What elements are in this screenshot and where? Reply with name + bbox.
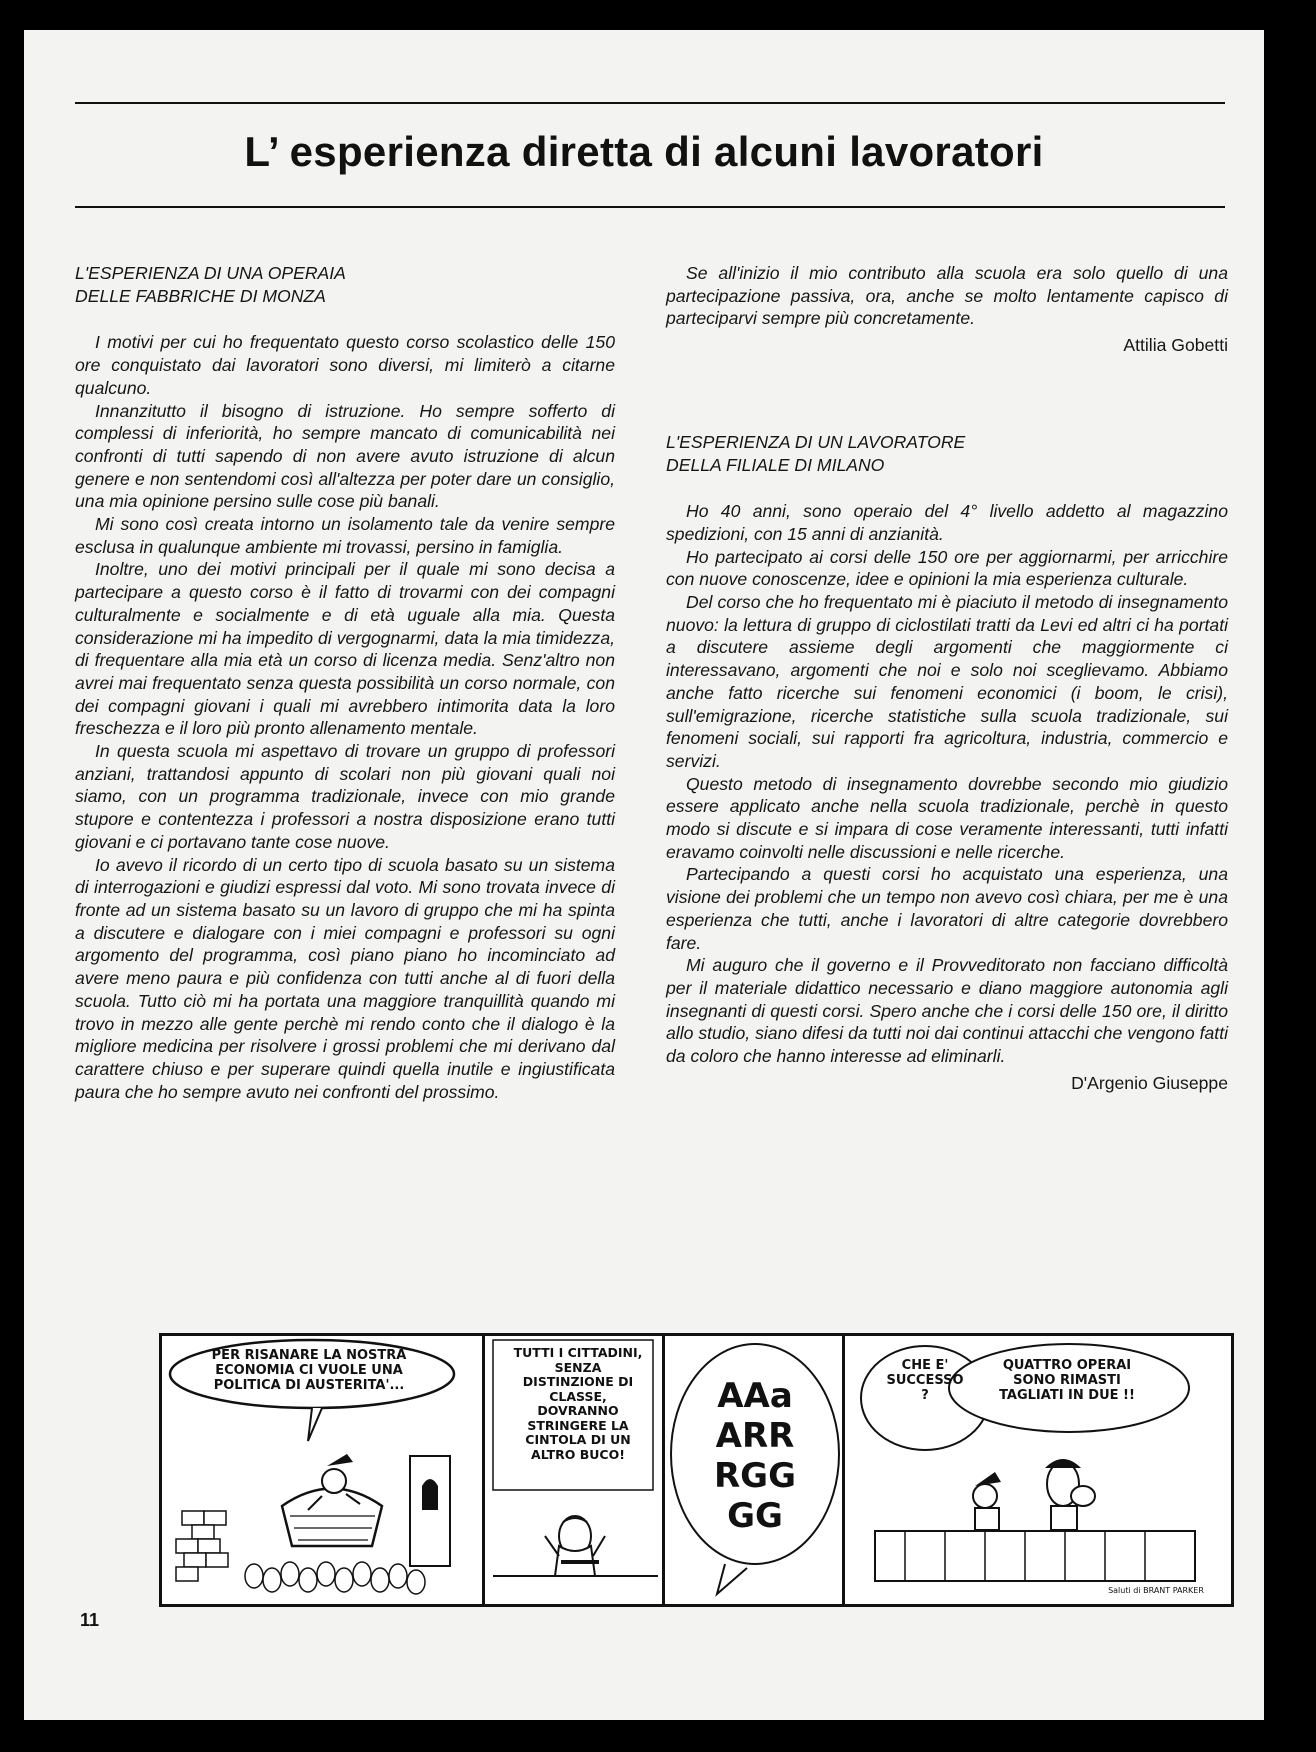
comic-panel-1 (159, 1333, 488, 1607)
right-paragraph: Questo metodo di insegnamento dovrebbe secondo mio giudizio essere applicato anche nella scuola tradizionale, perchè in questo modo si discute e si impara di cose veramente interessanti, tutti infatti eravamo coinvolti nelle discussioni e nelle ricerche. (666, 773, 1228, 862)
page-title: L’ esperienza diretta di alcuni lavoratori (244, 128, 1044, 175)
left-paragraph: Innanzitutto il bisogno di istruzione. Ho sempre sofferto di complessi di inferiorità, ho sempre mancato di comunicabilità nei confronti di tutti sapendo di non avere avuto istruzione di alcun genere e non sentendomi così all'altezza per poter dare un consiglio, una mia opinione persino sulle cose più banali. (75, 400, 615, 512)
right-heading-line1: L'ESPERIENZA DI UN LAVORATORE (666, 431, 966, 452)
left-paragraph: In questa scuola mi aspettavo di trovare un gruppo di professori anziani, trattandosi appunto di scolari non più giovani quali noi siamo, con un programma tradizionale, invece con mio grande stupore e contentezza i professori a nostra disposizione erano tutti giovani e ci portavano tante cose nuove. (75, 741, 615, 852)
right-paragraph: Del corso che ho frequentato mi è piaciuto il metodo di insegnamento nuovo: la lettura di gruppo di ciclostilati tratti da Levi ed altri ci ha portati a discutere assieme degli argomenti che maggiormente ci interessavano, argomenti che noi e solo noi sceglievamo. Abbiamo anche fatto ricerche sui fenomeni economici (i boom, le crisi), sull'emigrazione, ricerche statistiche sulla scuola tradizionale, sui fenomeni sociali, sui rapporti fra agricoltura, industria, commercio e servizi. (666, 592, 1228, 771)
article-left-column (75, 262, 615, 1103)
panel4-answer-text: QUATTRO OPERAI SONO RIMASTI TAGLIATI IN DUE !! (999, 1358, 1135, 1403)
top-rule (75, 102, 1225, 104)
left-heading-line2: DELLE FABBRICHE DI MONZA (75, 285, 326, 306)
right-intro-paragraph: Se all'inizio il mio contributo alla scuola era solo quello di una partecipazione passiva, ora, anche se molto lentamente capisco di parteciparvi sempre più concretamente. (666, 263, 1228, 329)
right-paragraph: Ho partecipato ai corsi delle 150 ore per aggiornarmi, per arricchire con nuove conoscenze, idee e opinioni la mia esperienza culturale. (666, 546, 1228, 590)
panel2-caption-text: TUTTI I CITTADINI, SENZA DISTINZIONE DI CLASSE, DOVRANNO STRINGERE LA CINTOLA DI UN ALTRO BUCO! (513, 1345, 643, 1462)
right-heading-line2: DELLA FILIALE DI MILANO (666, 454, 885, 475)
spacer (666, 476, 1228, 500)
left-paragraph: Mi sono così creata intorno un isolamento tale da venire sempre esclusa in qualunque ambiente mi trovassi, persino in famiglia. (75, 514, 615, 557)
comic-panel-2 (482, 1333, 668, 1607)
left-heading-line1: L'ESPERIENZA DI UNA OPERAIA (75, 263, 346, 283)
signature-gobetti: Attilia Gobetti (1123, 335, 1228, 356)
panel3-scream-text: AAa ARR RGG GG (714, 1376, 796, 1536)
panel1-balloon-text: PER RISANARE LA NOSTRA ECONOMIA CI VUOLE UNA POLITICA DI AUSTERITA'... (211, 1348, 407, 1393)
left-paragraph: Io avevo il ricordo di un certo tipo di scuola basato su un sistema di interrogazioni e giudizi espressi dal voto. Mi sono trovata invece di fronte ad un sistema basato su un lavoro di gruppo che mi ha spinta a discutere e dialogare con i miei compagni e professori su ogni argomento del programma, così piano piano ho incominciato ad avere meno paura e più confidenza con tutti anche al di fuori della scuola. Tutto ciò mi ha portata una maggiore tranquillità quando mi trovo in mezzo alle gente perchè mi rendo conto che il dialogo è la migliore medicina per risolvere i grossi problemi che mi derivano dal carattere chiuso e per superare quindi quella inutile e ingiustificata paura che ho sempre avuto nei confronti del prossimo. (75, 854, 615, 1102)
spacer (75, 307, 615, 331)
right-paragraph: Partecipando a questi corsi ho acquistato una esperienza, una visione dei problemi che un tempo non avevo così chiara, per me è una esperienza che tutti, anche i lavoratori di altre categorie dovrebbero fare. (666, 864, 1228, 953)
title-underline (75, 206, 1225, 208)
comic-panel-4 (842, 1333, 1234, 1607)
article-right-column (666, 262, 1228, 1095)
left-paragraph: Inoltre, uno dei motivi principali per il quale mi sono decisa a partecipare a questo corso è il fatto di trovarmi con dei compagni culturalmente e socialmente e di età uguale alla mia. Questa considerazione mi ha impedito di vergognarmi, data la mia timidezza, di frequentare alla mia età un corso di licenza media. Senz'altro non avrei mai frequentato senza questa possibilità un corso normale, con dei compagni giovani i quali mi avrebbero intimorita data la loro freschezza e il loro più pronto allenamento mentale. (75, 559, 615, 739)
page-number: 11 (80, 1610, 100, 1630)
right-paragraph: Mi auguro che il governo e il Provveditorato non facciano difficoltà per il materiale didattico necessario e diano maggiore autonomia agli insegnanti di questi corsi. Spero anche che i corsi delle 150 ore, il diritto allo studio, siano difesi da tutti noi dai continui attacchi che vengono fatti da coloro che hanno interesse ad eliminarli. (666, 955, 1228, 1067)
magazine-page (24, 30, 1264, 1720)
comic-credit: Saluti di BRANT PARKER (1108, 1586, 1204, 1595)
right-paragraph: Ho 40 anni, sono operaio del 4° livello addetto al magazzino spedizioni, con 15 anni di anzianità. (666, 501, 1228, 544)
signature-dargenio: D'Argenio Giuseppe (1071, 1072, 1228, 1093)
panel4-question-text: CHE E' SUCCESSO ? (886, 1358, 964, 1403)
left-paragraph: I motivi per cui ho frequentato questo corso scolastico delle 150 ore conquistato dai lavoratori sono diversi, mi limiterò a citarne qualcuno. (75, 332, 615, 398)
spacer (666, 357, 1228, 431)
comic-panel-3 (662, 1333, 848, 1607)
